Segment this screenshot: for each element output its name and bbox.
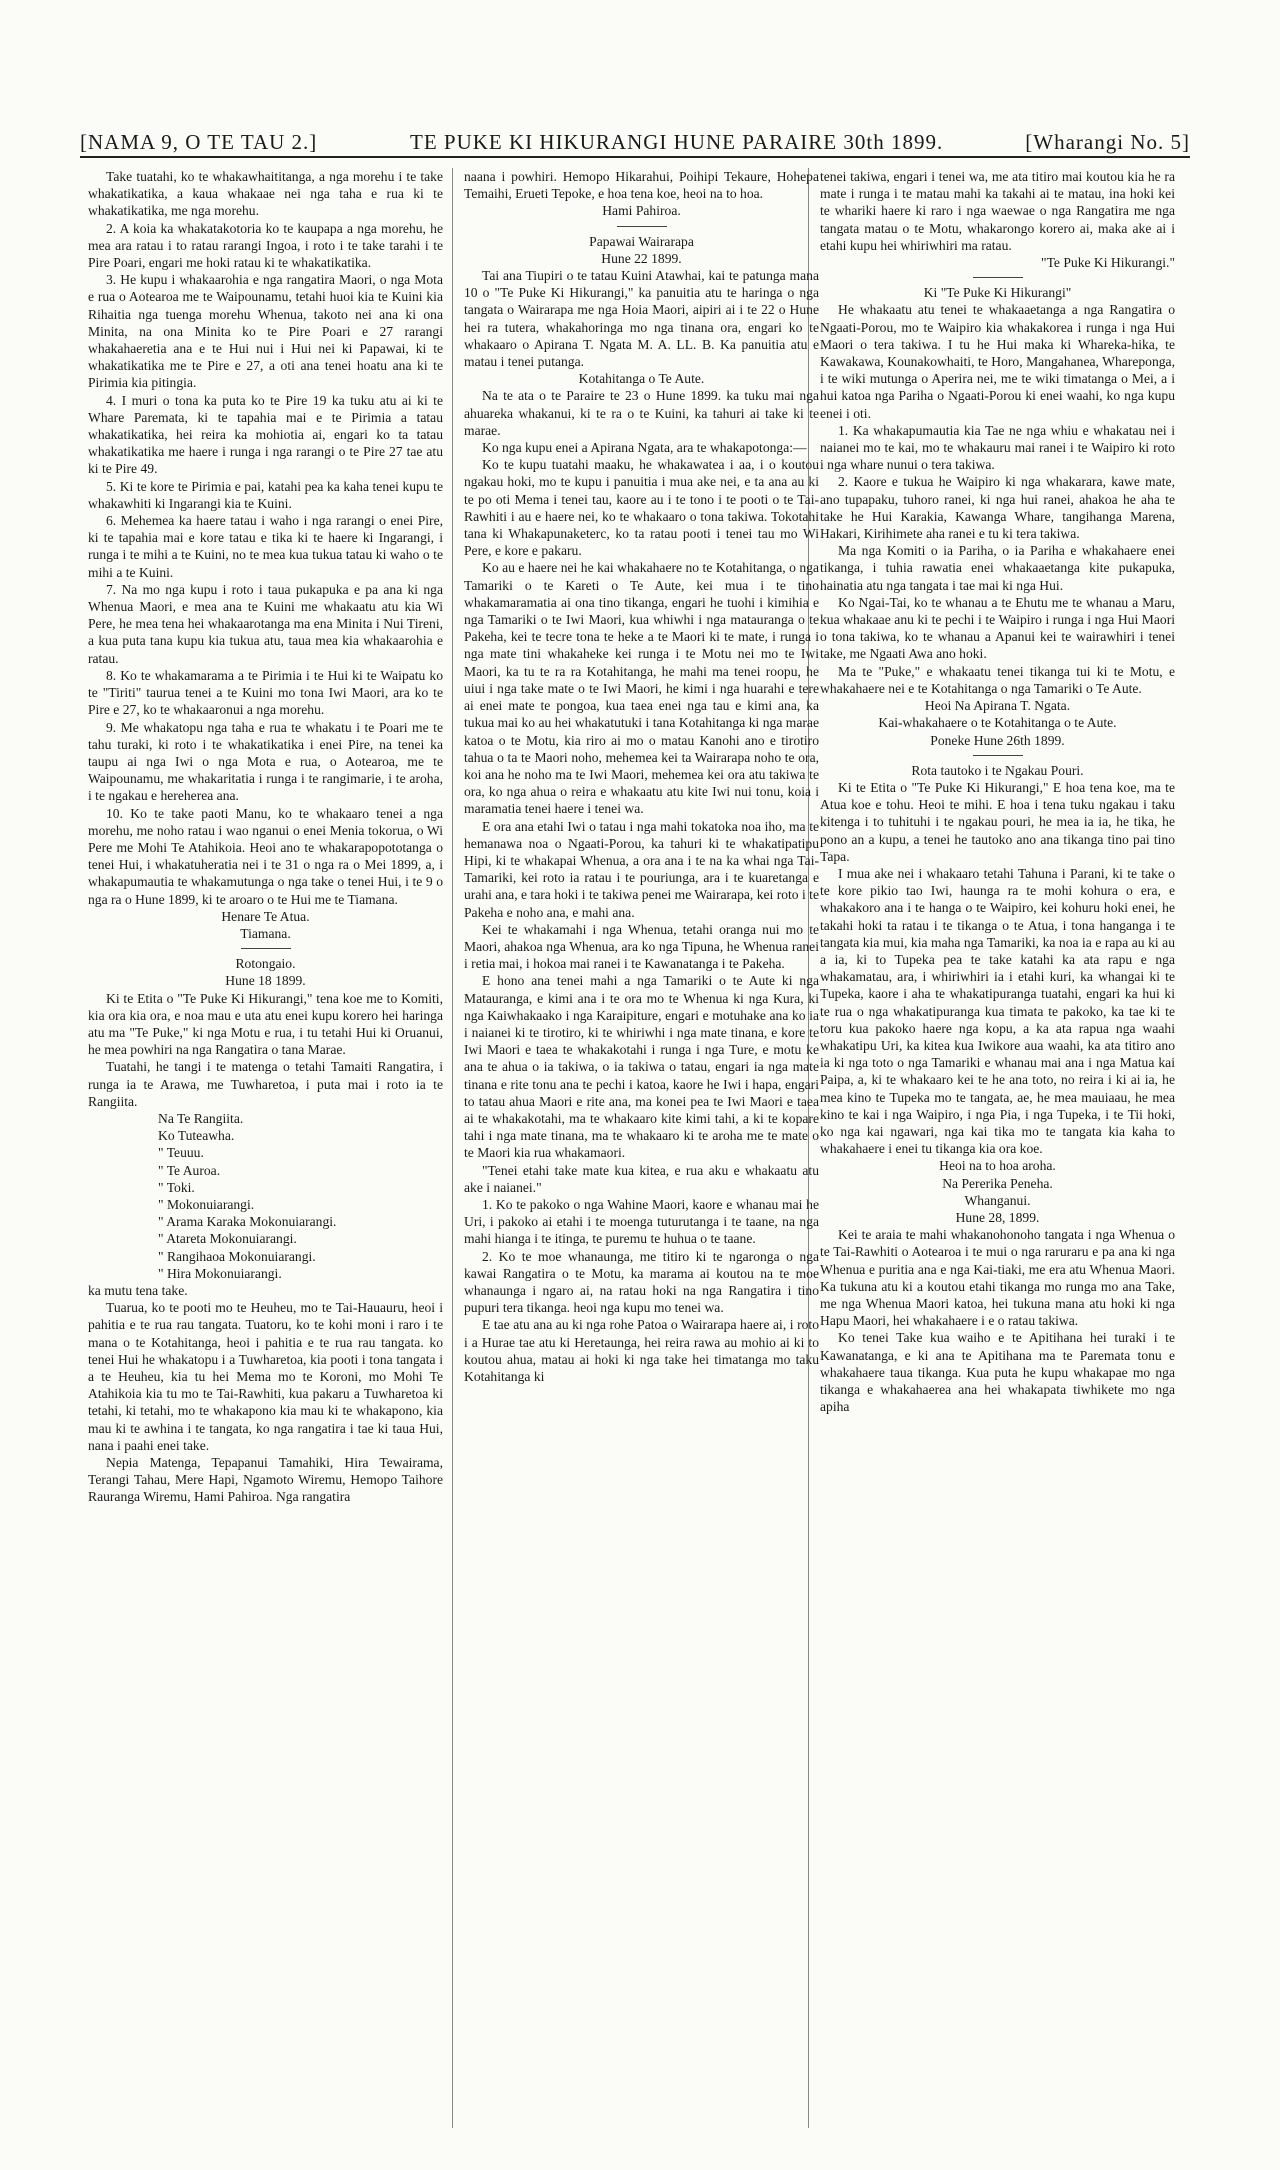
letter-place: Papawai Wairarapa bbox=[589, 233, 694, 249]
page-header bbox=[80, 130, 1190, 158]
numbered-item: 4. I muri o tona ka puta ko te Pire 19 ka tuku atu ai ki te Whare Paremata, ki te tapahia mai e te Pirimia a tatau whakatikatika, hei reira ka mohiotia ai, engari ko ta tatau whakatikatika me haere i runga i nga rarangi o te Pire 27 tae atu ki te Pire 49. bbox=[88, 392, 443, 477]
article-paragraph: naana i powhiri. Hemopo Hikarahui, Poihipi Tekaure, Hohepa Temaihi, Erueti Tepoke, e hoa tena koe, heoi na to hoa. bbox=[464, 169, 819, 202]
article-paragraph: Ko Ngai-Tai, ko te whanau a te Ehutu me te whanau a Maru, kua whakaae anu ki te pechi i te Waipiro i runga i nga Hui Maori o tona takiwa, ko te whanau a Apanui kei te wairawhiri i tenei take, me Ngaati Awa ano hoki. bbox=[820, 594, 1175, 662]
article-paragraph: Take tuatahi, ko te whakawhaititanga, a nga morehu i te take whakatikatika, a kaua whakaae nei nga taha e rua ki te whakatikatika, me nga morehu. bbox=[88, 169, 443, 219]
list-item: " Atareta Mokonuiarangi. bbox=[158, 1231, 297, 1247]
letter-place: Poneke Hune 26th 1899. bbox=[930, 732, 1065, 748]
issue-number: [NAMA 9, O TE TAU 2.] bbox=[80, 130, 318, 154]
article-paragraph: Tuarua, ko te pooti mo te Heuheu, mo te Tai-Hauauru, heoi i pahitia e te rua rau tangata. Tuatoru, ko te kohi moni i raro i te mana o te Kotahitanga, heoi i pahitia e te rua rau tangata. ko tenei Hui he whakatopu i a Tuwharetoa, kia pooti i tona tangata i a te Heuheu, kia tu hei Mema mo te Koroni, mo Mohi Te Atahikoia kia tu mo te Tai-Rawhiti, kua pakaru a Tuwharetoa ki tetahi, ki tetahi, mo te whakapono kia mau ki te whakapono, kia mau ki te awhina i te tangata, ko nga rangatira i tae ki taua Hui, nana i paahi enei take. bbox=[88, 1300, 443, 1453]
article-paragraph: Ko nga kupu enei a Apirana Ngata, ara te whakapotonga:— bbox=[482, 440, 807, 456]
list-heading: Na Te Rangiita. bbox=[158, 1110, 244, 1126]
numbered-item: 6. Mehemea ka haere tatau i waho i nga rarangi o enei Pire, ki te tapahia mai e kore tatau e tika ki te haere ki Ingarangi, i runga i te mihi a te Kuini, no te mea kua tukua tatau ki waho o te mihi a te Kuini. bbox=[88, 513, 443, 580]
article-paragraph: E ora ana etahi Iwi o tatau i nga mahi tokatoka noa iho, ma te hemanawa noa o Ngaati-Porou, ka tahuri ki te whakatipatipu Hipi, ki te whakapai Whenua, a ora ana i te na ka whai nga Tai-Tamariki, kei roto ia ratau i te pouriunga, ara i te kuaretanga e urahi ana, e tara hoki i te takiwa penei me Wairarapa, kei roto i te Pakeha e noho ana, e mahi ana. bbox=[464, 818, 819, 920]
article-paragraph: Kei te araia te mahi whakanohonoho tangata i nga Whenua o te Tai-Rawhiti o Aotearoa i te mui o nga raruraru e pa ana ki nga Whenua e puritia ana e nga Kai-tiaki, me era atu Whenua Maori. Ka tukuna atu ki a koutou etahi tikanga mo runga mo ana Take, me nga Whenua Maori katoa, hei tukuna mana atu hoki ki nga Hapu Maori, hei whakahaere i e o ratau takiwa. bbox=[820, 1227, 1175, 1329]
article-paragraph: Ko au e haere nei he kai whakahaere no te Kotahitanga, o nga Tamariki o te Kareti o Te Aute, kei mua i te tino whakamaramatia ai ona tino tikanga, engari he tuohi i kimihia e nga Tamariki o te Iwi Maori, kua whiwhi i nga matauranga o te Pakeha, kei te tecre tona te heke a te Maori ki te mate, i runga i nga mate tini whakaheke kei runga i te Motu nei mo te Iwi Maori, ka tu te ra ra Kotahitanga, he mahi ma tenei roopu, he uiui i nga take mate o te Iwi Maori, he kimi i nga huarahi e tere ai enei mate te pongoa, kua taea enei nga tau e kimi ana, ka tukua mai ko au hei whakatutuki i tana Kotahitanga ki nga marae katoa o te Motu, kia riro ai mo o matau Kanohi ano e tirotiro tahua o ta te Maori noho, mehemea kei ta Wairarapa noho te ora, koi ana he noho ma te Iwi Maori, mehemea kei ora atu takiwa te ora, ko nga ahua o reira e whakaatu atu kite Iwi nui tonu, koia i maramatia tenei haere i tenei wa. bbox=[464, 560, 819, 817]
page-number: [Wharangi No. 5] bbox=[1025, 130, 1190, 154]
signature: "Te Puke Ki Hikurangi." bbox=[1041, 255, 1175, 271]
article-paragraph: E tae atu ana au ki nga rohe Patoa o Wairarapa haere ai, i roto i a Hurae tae atu ki Heretaunga, hei reira rawa au mohio ai ki to koutou ahua, matau ai hoki ki nga take hei timatanga mo taku Kotahitanga ki bbox=[464, 1317, 819, 1385]
signature: Henare Te Atua. bbox=[221, 908, 310, 924]
article-paragraph: E hono ana tenei mahi a nga Tamariki o te Aute ki nga Matauranga, e kimi ana i te ora mo te Whenua ki nga Kura, ki nga Kaiwhakaako i nga Karaipiture, engari e motuhake ana ko ia i naianei ki te tirotiro, ki te whiriwhi i nga mate tinana, e kore te Iwi Maori e taea te whakakotahi i runga i nga Ture, e motu ke ana te ahua o ia takiwa, o ia takiwa o tatau, engari ia nga mate tinana e rite tonu ana te pechi i katoa, kaore he Iwi i hapa, engari to tatau ahua Maori e rite ana, ma konei pea te Iwi Maori e taea ai te whakakotahi, ma te whakaaro kite kimi tahi, a ki te kopare tahi i nga mate tinana, ma te whakaaro ki te aroha me te mate o te Maori kia rua whakamaori. bbox=[464, 973, 819, 1161]
numbered-item: 2. Ko te moe whanaunga, me titiro ki te ngaronga o nga kawai Rangatira o te Motu, ka marama ai koutou na te moe whanaunga i ngaro ai, na ratau hoki na nga Rangatira i tino pupuri tera tikanga. heoi nga kupu mo tenei wa. bbox=[464, 1248, 819, 1316]
section-heading: Rota tautoko i te Ngakau Pouri. bbox=[911, 762, 1084, 778]
section-divider bbox=[973, 755, 1023, 756]
article-paragraph: Na te ata o te Paraire te 23 o Hune 1899. ka tuku mai nga ahuareka whakanui, ki te ra o te Kuini, ka tahuri ai take ki te marae. bbox=[464, 388, 819, 438]
signature: Heoi na to hoa aroha. bbox=[939, 1158, 1056, 1174]
article-paragraph: Ko tenei Take kua waiho e te Apitihana hei turaki i te Kawanatanga, e ki ana te Apitihana ma te Paremata tonu e whakahaere taua tikanga. Kua puta he kupu whakapae mo nga tikanga e whakahaerea ana hei whakapata tiwhikete mo nga apiha bbox=[820, 1330, 1175, 1415]
section-heading: Kotahitanga o Te Aute. bbox=[578, 371, 705, 387]
section-heading: Ki "Te Puke Ki Hikurangi" bbox=[923, 285, 1072, 301]
article-paragraph: Tai ana Tiupiri o te tatau Kuini Atawhai, kai te patunga mana 10 o "Te Puke Ki Hikurangi," ka panuitia atu te haringa o nga tangata o Wairarapa me nga Hoia Maori, aipiri ai i te 22 o Hune hei ra tutera, whakahoringa mo nga tinana ora, engari ko te whakaaro o Apirana T. Ngata M. A. LL. B. Ka panuitia atu e matau i tenei putanga. bbox=[464, 268, 819, 370]
article-paragraph: Kei te whakamahi i nga Whenua, tetahi oranga nui mo te Maori, ahakoa nga Whenua, ara ko nga Tipuna, he Whenua ranei i retia mai, i hokoa mai ranei i te Kawanatanga i te Pakeha. bbox=[464, 921, 819, 972]
article-paragraph: Ki te Etita o "Te Puke Ki Hikurangi," tena koe me to Komiti, kia ora kia ora, e noa mau e uta atu enei kupu korero hei haringa atu ma "Te Puke," ki nga Motu e rua, i tu tetahi Hui ki Oruanui, he mea powhiri na nga Rangatira o tana Marae. bbox=[88, 990, 443, 1058]
list-heading: Ko Tuteawha. bbox=[158, 1128, 235, 1144]
numbered-item: 8. Ko te whakamarama a te Pirimia i te Hui ki te Waipatu ko te "Tiriti" taurua tenei a te Kuini mo tona Iwi Maori, ara ko te Pire e 27, ko te whakaaronui a nga morehu. bbox=[88, 667, 443, 718]
article-paragraph: Ma te "Puke," e whakaatu tenei tikanga tui ki te Motu, e whakahaere nei e te Kotahitanga o nga Tamariki o Te Aute. bbox=[820, 663, 1175, 696]
letter-date: Hune 18 1899. bbox=[225, 973, 306, 989]
signature: Hami Pahiroa. bbox=[602, 203, 681, 219]
section-divider bbox=[973, 277, 1023, 278]
article-paragraph: tenei takiwa, engari i tenei wa, me ata titiro mai koutou kia he ra mate i runga i te matau mahi ka takahi ai te matau, ina hoki kei te whariki haere ki raro i nga waewae o nga Rangatira me nga tangata matau o te Motu, whakarongo korero ai, maka ake ai i etahi kupu hei whiriwhiri ma ratau. bbox=[820, 169, 1175, 253]
article-paragraph: "Tenei etahi take mate kua kitea, e rua aku e whakaatu atu ake i naianei." bbox=[464, 1162, 819, 1195]
numbered-item: 1. Ka whakapumautia kia Tae ne nga whiu e whakatau nei i naianei mo te kai, mo te whakauru mai ranei i te Waipiro ki roto i nga whare nunui o tera takiwa. bbox=[820, 422, 1175, 473]
article-paragraph: ka mutu tena take. bbox=[88, 1283, 188, 1298]
article-paragraph: Tuatahi, he tangi i te matenga o tetahi Tamaiti Rangatira, i runga ia te Arawa, me Tuwharetoa, i puta mai i roto ia te Rangiita. bbox=[88, 1059, 443, 1109]
numbered-item: 2. A koia ka whakatakotoria ko te kaupapa a nga morehu, he mea ara ratau i to ratau rarangi Ingoa, i roto i te take tarahi i te Pire Poari, engari me hoki ratau ki te whakatikatika. bbox=[88, 220, 443, 271]
numbered-item: 2. Kaore e tukua he Waipiro ki nga whakarara, kawe mate, ano tupapaku, tuhoro ranei, ki nga hui ranei, ahakoa he aha te take he Hui Karakia, Kawanga Whare, tangihanga Marena, Hakari, Kirihimete aha ranei e tu ki tera takiwa. bbox=[820, 474, 1175, 542]
list-item: " Hira Mokonuiarangi. bbox=[158, 1265, 282, 1281]
article-paragraph: I mua ake nei i whakaaro tetahi Tahuna i Parani, ki te take o te kore pikio tao Iwi, haunga ra te mohi kohura o era, e whakakoro ana i te hanga o te Waipiro, kei kohuru hoki enei, he takahi hoki ta ratau i te tikanga o te Atua, i tona hanganga i te tangata kia mui, kia maha nga Tamariki, ka noa ia e rapa au ki au a ia, ki to Tupeka pea te take katahi ka ata rapu e nga whakamatau, ara, i whiriwhiri ia i etahi kuri, ka whangai ki te Tupeka, kaore i aha te whakatipuranga tuatahi, engari ka hui ki te rua o nga whakatipuranga kua timata te pakoko, ka tae ki te toru kua pakoko haere nga kopu, a ka ata rapua nga waahi whakatipu Uri, ka kitea kua Iwikore aua waahi, ka ata titiro ano ia ki nga toto o nga Tamariki e whanau mai ana i nga Matua kai Paipa, a, ki te whakaaro kei te he ana toto, no reira i ki ai ia, he mea kino te Tupeka mo te tangata, ae, he mea mauiaau, he mea kino te kai i nga Waipiro, i nga Pia, i nga Tupeka, i te Tii hoki, ko nga kai ngawari, nga kai tika mo te tangata kia kaha to whakahaere i enei tu tikanga kia ora koe. bbox=[820, 865, 1175, 1157]
section-divider bbox=[241, 948, 291, 949]
list-item: " Arama Karaka Mokonuiarangi. bbox=[158, 1214, 337, 1230]
list-item: " Te Auroa. bbox=[158, 1162, 221, 1178]
letter-place: Whanganui. bbox=[964, 1192, 1031, 1208]
numbered-item: 5. Ki te kore te Pirimia e pai, katahi pea ka kaha tenei kupu te whakawhiti ki Ingarangi kia te Kuini. bbox=[88, 478, 443, 511]
signature: Na Pererika Peneha. bbox=[942, 1175, 1053, 1191]
letter-date: Hune 28, 1899. bbox=[955, 1209, 1040, 1225]
column-3 bbox=[820, 168, 1175, 2148]
masthead-date: TE PUKE KI HIKURANGI HUNE PARAIRE 30th 1899. bbox=[410, 130, 944, 154]
article-paragraph: Nepia Matenga, Tepapanui Tamahiki, Hira Tewairama, Terangi Tahau, Mere Hapi, Ngamoto Wiremu, Hemopo Taihore Rauranga Wiremu, Hami Pahiroa. Nga rangatira bbox=[88, 1455, 443, 1505]
column-2 bbox=[464, 168, 819, 2148]
numbered-item: 7. Na mo nga kupu i roto i taua pukapuka e pa ana ki nga Whenua Maori, e mea ana te Kuini me whakaatu atu kia Wi Pere, he mea tena hei whakaarotanga ma ena Minita i Nui Tireni, a kua puta tana kupu kia tukua atu, taua mea kia whakaarohia e ratau. bbox=[88, 581, 443, 666]
signature-role: Tiamana. bbox=[240, 925, 291, 941]
section-divider bbox=[617, 226, 667, 227]
column-rule bbox=[452, 168, 453, 2128]
article-paragraph: He whakaatu atu tenei te whakaaetanga a nga Rangatira o Ngaati-Porou, mo te Waipiro kia whakakorea i runga i nga Hui Maori o tera takiwa. I tu he Hui maka ki Whareka-hika, te Kawakawa, Kounakowhaiti, te Horo, Mangahanea, Whareponga, i te wiki mutunga o Aperira nei, me te wiki timatanga o Mei, a i hui katoa nga Pariha o Ngaati-Porou ki enei waahi, ko nga kupu enei i oti. bbox=[820, 302, 1175, 421]
article-paragraph: Ki te Etita o "Te Puke Ki Hikurangi," E hoa tena koe, ma te Atua koe e tohu. Heoi te mihi. E hoa i tena tuku ngakau i taku kitenga i to tuhituhi i te ngakau pouri, he mea ia ia, he tika, he pono an a kupu, a tenei he tautoko ano ana tikanga tino pai tino Tapa. bbox=[820, 779, 1175, 864]
numbered-item: 1. Ko te pakoko o nga Wahine Maori, kaore e whanau mai he Uri, i pakoko ai etahi i te moenga tuturutanga i te taane, na nga mahi hianga i te itinga, te puremu te huhua o te taane. bbox=[464, 1196, 819, 1247]
list-item: " Toki. bbox=[158, 1179, 195, 1195]
letter-date: Hune 22 1899. bbox=[601, 250, 682, 266]
list-item: " Mokonuiarangi. bbox=[158, 1196, 255, 1212]
numbered-item: 3. He kupu i whakaarohia e nga rangatira Maori, o nga Mota e rua o Aotearoa me te Waipounamu, tetahi huoi kia te Kuini kia Rihaitia nga tuenga morehu Whenua, takoto nei ana ki ona Minita, na ona Minita ko te Pire Poari e 27 rarangi whakahaeretia ana e te Hui nui i Hui nei ki Papawai, ki te whakatikatika me te Pire e 27, a oti ana tenei hoatu ana ki te Pirimia kia pitingia. bbox=[88, 272, 443, 391]
column-1 bbox=[88, 168, 443, 2148]
list-item: " Rangihaoa Mokonuiarangi. bbox=[158, 1248, 316, 1264]
numbered-item: 10. Ko te take paoti Manu, ko te whakaaro tenei a nga morehu, me noho ratau i wao nganui o enei Menia tokorua, o Wi Pere me Mohi Te Atahikoia. Heoi ano te whakarapopototanga o tenei Hui, i whakatuheratia nei i te 31 o nga ra o Mei 1899, a, i whakapumautia te whakamutunga o nga take o tenei Hui, i te 9 o nga ra o Hune 1899, ki te aroaro o te Hui me te Tiamana. bbox=[88, 805, 443, 907]
numbered-item: 9. Me whakatopu nga taha e rua te whakatu i te Poari me te tahu turaki, ki roto i te whakatikatika i enei Pire, na tenei ka taupu ai nga Iwi o nga Mota e rua, o Aotearoa, me te Waipounamu, me whakaritatia i runga i te rangimarie, i te aroha, i te ngakau e hereherea ana. bbox=[88, 719, 443, 804]
letter-place: Rotongaio. bbox=[235, 956, 296, 972]
signature: Heoi Na Apirana T. Ngata. bbox=[924, 698, 1071, 714]
signature-role: Kai-whakahaere o te Kotahitanga o te Aute. bbox=[878, 715, 1117, 731]
list-item: " Teuuu. bbox=[158, 1145, 204, 1161]
article-paragraph: Ma nga Komiti o ia Pariha, o ia Pariha e whakahaere enei tikanga, i tuhia rawatia enei whakaaetanga kite pukapuka, hainatia atu nga tangata i tae mai ki nga Hui. bbox=[820, 543, 1175, 593]
article-paragraph: Ko te kupu tuatahi maaku, he whakawatea i aa, i o koutou ngakau hoki, mo te kupu i panuitia i mua ake nei, e ta ana au ki te po oti Mema i tenei tau, kaore au i te tono i te pooti o te Tai-Rawhiti i au e haere nei, ko te whakaaro o tona takiwa. Tokotahi tana ki Whakapunaketerc, ko ta ratau pooti i tenei tau mo Wi Pere, e kore e pakaru. bbox=[464, 457, 819, 559]
